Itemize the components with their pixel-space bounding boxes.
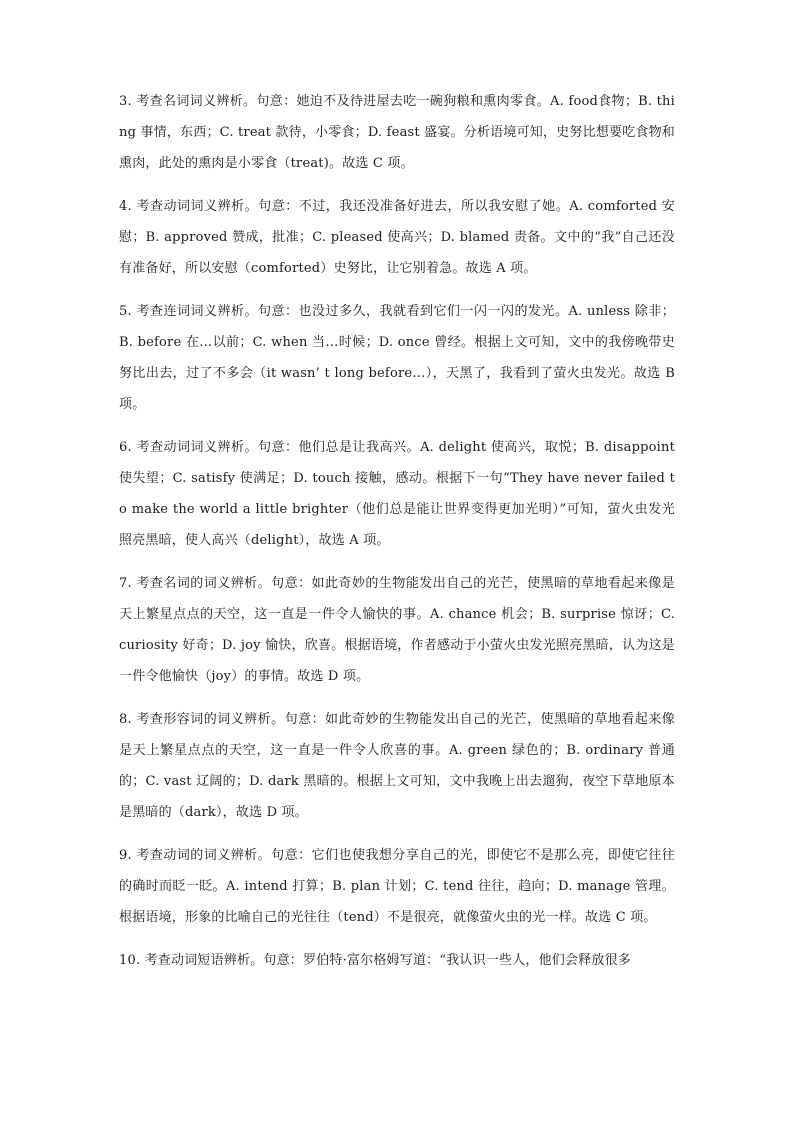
answer-explanations xyxy=(119,86,675,976)
explanation-paragraph-9: 9. 考查动词的词义辨析。句意：它们也使我想分享自己的光，即使它不是那么亮，即使它往往的确时而眨一眨。A. intend 打算；B. plan 计划；C. tend 往往，趋向；D. manage 管理。根据语境，形象的比喻自己的光往往（tend）不是很亮，就像萤火虫的光一样。故选 C 项。 xyxy=(119,848,675,925)
explanation-paragraph-3: 3. 考查名词词义辨析。句意：她迫不及待进屋去吃一碗狗粮和熏肉零食。A. food食物；B. thing 事情，东西；C. treat 款待，小零食；D. feast 盛宴。分析语境可知，史努比想要吃食物和熏肉，此处的熏肉是小零食（treat)。故选 C 项。 xyxy=(119,94,675,171)
explanation-paragraph-7: 7. 考查名词的词义辨析。句意：如此奇妙的生物能发出自己的光芒，使黑暗的草地看起来像是天上繁星点点的天空，这一直是一件令人愉快的事。A. chance 机会；B. surprise 惊讶；C. curiosity 好奇；D. joy 愉快，欣喜。根据语境，作者感动于小萤火虫发光照亮黑暗，认为这是一件令他愉快（joy）的事情。故选 D 项。 xyxy=(119,576,675,684)
explanation-paragraph-8: 8. 考查形容词的词义辨析。句意：如此奇妙的生物能发出自己的光芒，使黑暗的草地看起来像是天上繁星点点的天空，这一直是一件令人欣喜的事。A. green 绿色的；B. ordinary 普通的；C. vast 辽阔的；D. dark 黑暗的。根据上文可知，文中我晚上出去遛狗，夜空下草地原本是黑暗的（dark），故选 D 项。 xyxy=(119,712,675,820)
explanation-paragraph-5: 5. 考查连词词义辨析。句意：也没过多久，我就看到它们一闪一闪的发光。A. unless 除非；B. before 在…以前；C. when 当…时候；D. once 曾经。根据上文可知，文中的我傍晚带史努比出去，过了不多会（it wasn’ t long before…），天黑了，我看到了萤火虫发光。故选 B 项。 xyxy=(119,304,675,412)
explanation-paragraph-10: 10. 考查动词短语辨析。句意：罗伯特·富尔格姆写道：“我认识一些人，他们会释放很多 xyxy=(119,953,631,968)
explanation-paragraph-4: 4. 考查动词词义辨析。句意：不过，我还没准备好进去，所以我安慰了她。A. comforted 安慰；B. approved 赞成，批准；C. pleased 使高兴；D. blamed 责备。文中的“我”自己还没有准备好，所以安慰（comforted）史努比，让它别着急。故选 A 项。 xyxy=(119,199,675,276)
explanation-paragraph-6: 6. 考查动词词义辨析。句意：他们总是让我高兴。A. delight 使高兴，取悦；B. disappoint 使失望；C. satisfy 使满足；D. touch 接触，感动。根据下一句“They have never failed to make the world a little brighter（他们总是能让世界变得更加光明）”可知，萤火虫发光照亮黑暗，使人高兴（delight），故选 A 项。 xyxy=(119,440,675,548)
